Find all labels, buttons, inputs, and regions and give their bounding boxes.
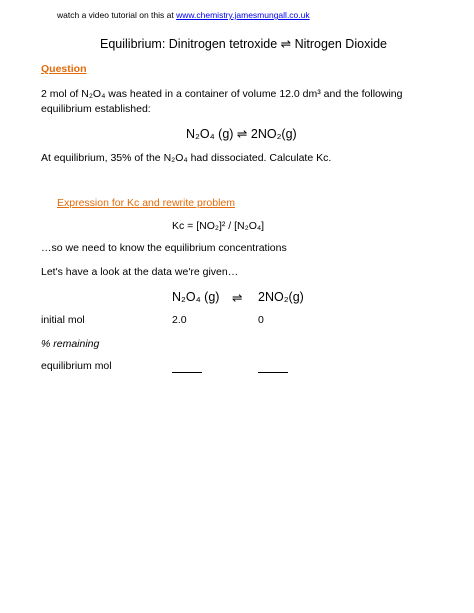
- row-remaining-label: % remaining: [41, 338, 100, 350]
- section-heading-kc: Expression for Kᴄ and rewrite problem: [57, 197, 235, 209]
- row-initial-left: 2.0: [172, 314, 187, 326]
- table-species-left: N₂O₄ (g): [172, 290, 220, 304]
- website-link[interactable]: www.chemistry.jamesmungall.co.uk: [176, 10, 310, 20]
- page-title: Equilibrium: Dinitrogen tetroxide ⇌ Nitrogen Dioxide: [100, 37, 387, 51]
- table-arrow: ⇌: [232, 291, 243, 305]
- note-data-given: Let's have a look at the data we're given…: [41, 266, 239, 278]
- row-equilibrium-label: equilibrium mol: [41, 360, 112, 372]
- row-initial-right: 0: [258, 314, 264, 326]
- table-species-right: 2NO₂(g): [258, 290, 304, 304]
- note-equilibrium-concentrations: …so we need to know the equilibrium concentrations: [41, 242, 287, 254]
- reaction-equation: N₂O₄ (g) ⇌ 2NO₂(g): [186, 127, 297, 141]
- blank-right: [258, 360, 288, 378]
- row-initial-label: initial mol: [41, 314, 85, 326]
- blank-left: [172, 360, 202, 378]
- question-statement: At equilibrium, 35% of the N₂O₄ had dissociated. Calculate Kᴄ.: [41, 152, 332, 164]
- tutorial-header: [57, 10, 310, 20]
- question-line-2: equilibrium established:: [41, 103, 151, 115]
- question-heading: Question: [41, 63, 87, 75]
- kc-expression: Kᴄ = [NO₂]² / [N₂O₄]: [172, 220, 265, 232]
- question-line-1: 2 mol of N₂O₄ was heated in a container of volume 12.0 dm³ and the following: [41, 88, 403, 100]
- header-prefix: watch a video tutorial on this at: [57, 10, 174, 20]
